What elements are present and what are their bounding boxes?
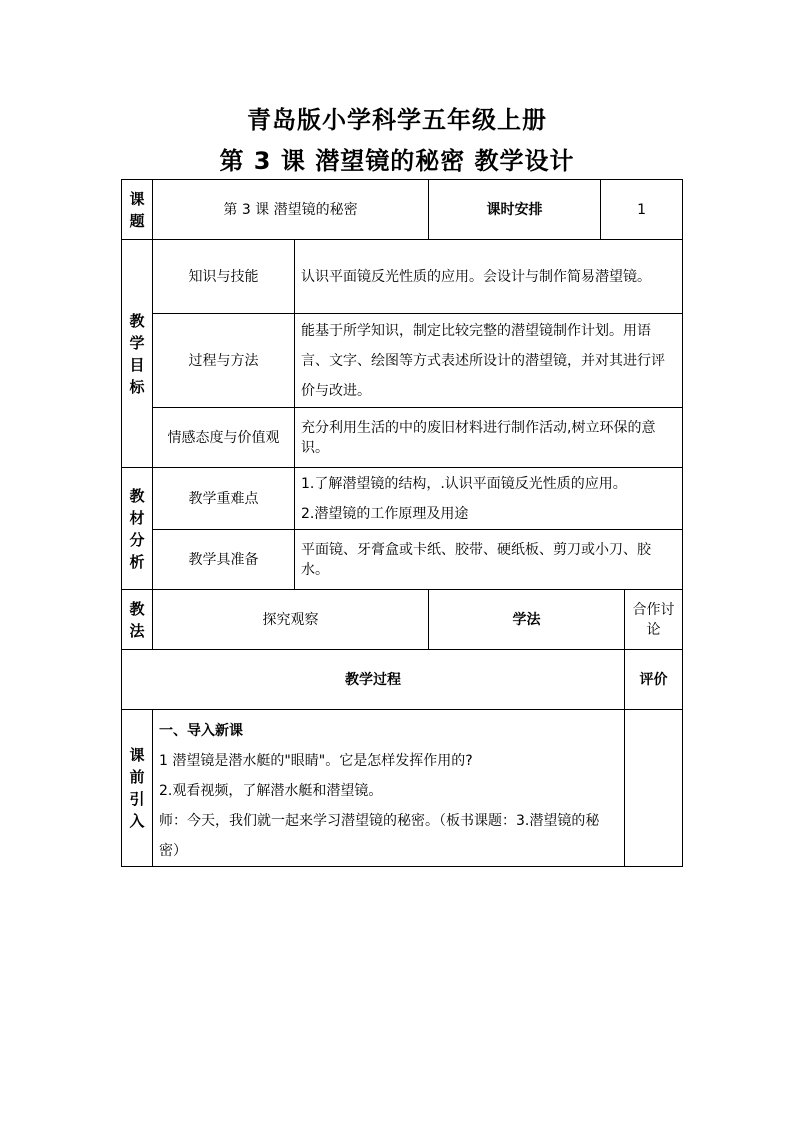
objective-content: 能基于所学知识，制定比较完整的潜望镜制作计划。用语言、文字、绘图等方式表述所设计的潜望镜，并对其进行评价与改进。 bbox=[295, 314, 683, 408]
analysis-row bbox=[122, 530, 683, 590]
materials: 平面镜、牙膏盒或卡纸、胶带、硬纸板、剪刀或小刀、胶水。 bbox=[295, 530, 683, 590]
analysis-label: 教材分析 bbox=[122, 468, 153, 590]
objectives-label: 教学目标 bbox=[122, 240, 153, 468]
evaluation-header: 评价 bbox=[625, 650, 683, 710]
teaching-method: 探究观察 bbox=[153, 590, 429, 650]
methods-row bbox=[122, 590, 683, 650]
objective-row bbox=[122, 240, 683, 314]
learning-method-label: 学法 bbox=[429, 590, 625, 650]
schedule-value: 1 bbox=[601, 180, 683, 240]
methods-label: 教法 bbox=[122, 590, 153, 650]
process-header: 教学过程 bbox=[122, 650, 625, 710]
key-point: 2.潜望镜的工作原理及用途 bbox=[301, 505, 469, 522]
process-row bbox=[122, 710, 683, 867]
materials-label: 教学具准备 bbox=[153, 530, 295, 590]
lesson-plan-table bbox=[121, 179, 683, 867]
document-subtitle: 第 3 课 潜望镜的秘密 教学设计 bbox=[219, 147, 575, 175]
section-title: 一、导入新课 bbox=[159, 723, 243, 739]
lesson-label: 课题 bbox=[122, 180, 153, 240]
objective-content: 认识平面镜反光性质的应用。会设计与制作简易潜望镜。 bbox=[295, 240, 683, 314]
objective-name: 过程与方法 bbox=[153, 314, 295, 408]
document-title: 青岛版小学科学五年级上册 bbox=[247, 106, 547, 134]
lesson-row bbox=[122, 180, 683, 240]
process-line: 2.观看视频，了解潜水艇和潜望镜。 bbox=[159, 783, 383, 799]
lesson-name: 第 3 课 潜望镜的秘密 bbox=[153, 180, 429, 240]
key-points-label: 教学重难点 bbox=[153, 468, 295, 530]
process-content bbox=[153, 710, 625, 867]
schedule-label: 课时安排 bbox=[429, 180, 601, 240]
key-points bbox=[295, 468, 683, 530]
key-point: 1.了解潜望镜的结构，.认识平面镜反光性质的应用。 bbox=[301, 475, 627, 492]
objective-row bbox=[122, 408, 683, 468]
evaluation-cell bbox=[625, 710, 683, 867]
objective-name: 情感态度与价值观 bbox=[153, 408, 295, 468]
objective-content: 充分利用生活的中的废旧材料进行制作活动,树立环保的意识。 bbox=[295, 408, 683, 468]
objective-row bbox=[122, 314, 683, 408]
learning-method: 合作讨论 bbox=[625, 590, 683, 650]
process-line: 师：今天，我们就一起来学习潜望镜的秘密。（板书课题：3.潜望镜的秘密） bbox=[159, 813, 600, 859]
analysis-row bbox=[122, 468, 683, 530]
process-header-row bbox=[122, 650, 683, 710]
process-line: 1 潜望镜是潜水艇的"眼睛"。它是怎样发挥作用的? bbox=[159, 753, 473, 769]
stage-label: 课前引入 bbox=[122, 710, 153, 867]
objective-name: 知识与技能 bbox=[153, 240, 295, 314]
